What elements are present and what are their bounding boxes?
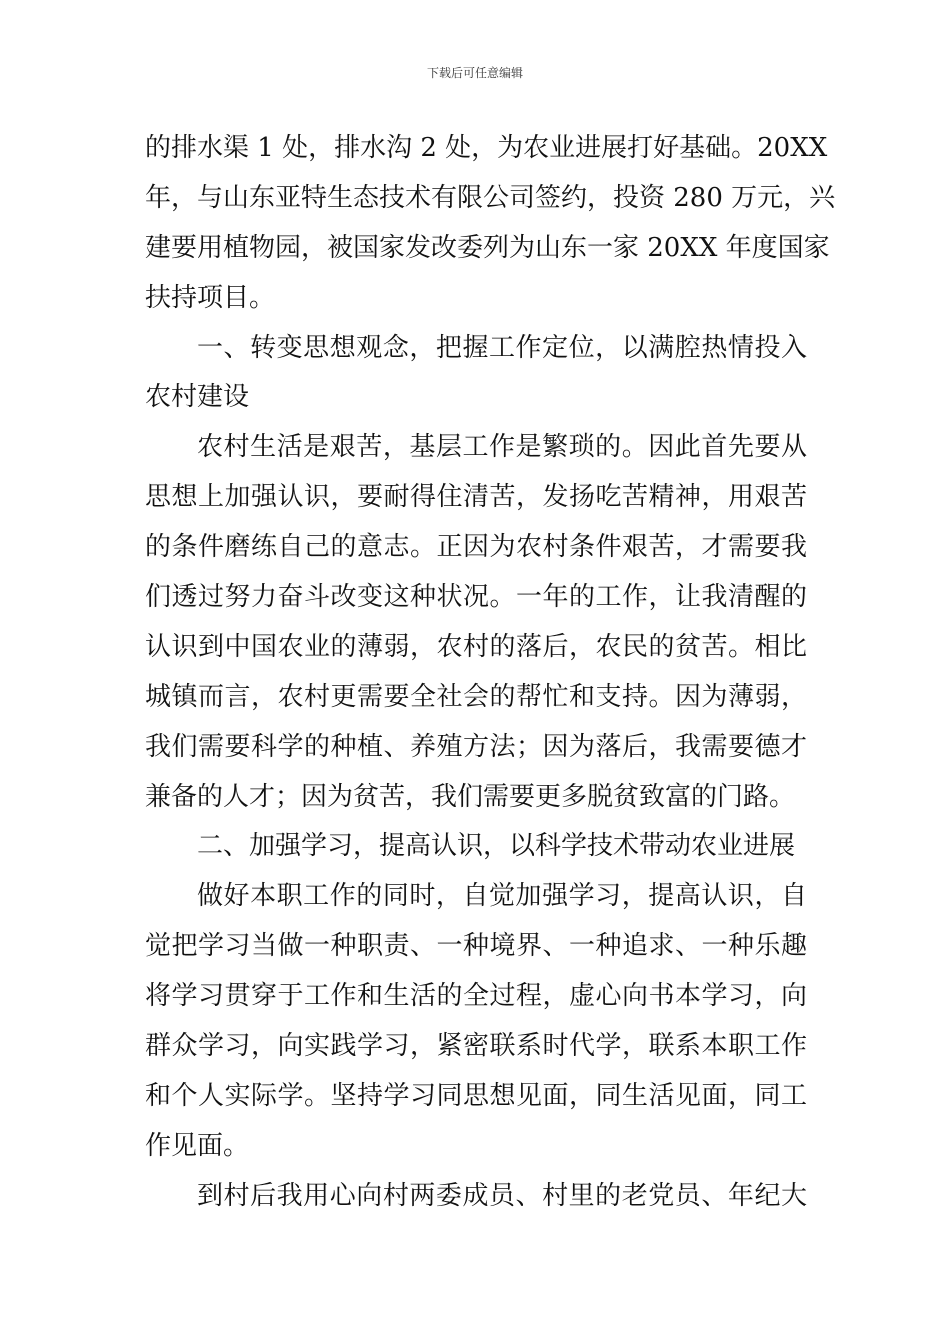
section-heading (145, 822, 807, 872)
text-line: 城镇而言，农村更需要全社会的帮忙和支持。因为薄弱， (145, 681, 807, 712)
text-line: 到村后我用心向村两委成员、村里的老党员、年纪大 (197, 1180, 807, 1211)
paragraph (145, 423, 807, 822)
text-line: 的条件磨练自己的意志。正因为农村条件艰苦，才需要我 (145, 532, 807, 563)
text-line: 农村建设 (145, 382, 250, 413)
text-line: 思想上加强认识，要耐得住清苦，发扬吃苦精神，用艰苦 (145, 482, 807, 513)
text-line: 我们需要科学的种植、养殖方法；因为落后，我需要德才 (145, 731, 807, 762)
document-body (145, 124, 836, 1222)
text-line: 的排水渠 1 处，排水沟 2 处，为农业进展打好基础。20XX (145, 133, 828, 163)
text-line: 兼备的人才；因为贫苦，我们需要更多脱贫致富的门路。 (145, 781, 796, 812)
paragraph (145, 124, 836, 324)
text-line: 一、转变思想观念，把握工作定位，以满腔热情投入 (197, 332, 807, 363)
text-line: 二、加强学习，提高认识，以科学技术带动农业进展 (197, 831, 796, 862)
section-heading (145, 324, 807, 424)
paragraph (145, 1172, 807, 1222)
text-line: 和个人实际学。坚持学习同思想见面，同生活见面，同工 (145, 1080, 807, 1111)
text-line: 年，与山东亚特生态技术有限公司签约，投资 280 万元，兴 (145, 182, 836, 213)
text-line: 做好本职工作的同时，自觉加强学习，提高认识，自 (197, 881, 807, 912)
text-line: 觉把学习当做一种职责、一种境界、一种追求、一种乐趣 (145, 931, 807, 962)
page-header: 下载后可任意编辑 (426, 66, 523, 80)
text-line: 建要用植物园，被国家发改委列为山东一家 20XX 年度国家 (145, 232, 830, 263)
text-line: 作见面。 (145, 1130, 250, 1161)
text-line: 农村生活是艰苦，基层工作是繁琐的。因此首先要从 (197, 432, 807, 463)
text-line: 们透过努力奋斗改变这种状况。一年的工作，让我清醒的 (145, 582, 807, 613)
text-line: 扶持项目。 (145, 282, 276, 313)
paragraph (145, 872, 807, 1171)
text-line: 认识到中国农业的薄弱，农村的落后，农民的贫苦。相比 (145, 631, 807, 662)
text-line: 将学习贯穿于工作和生活的全过程，虚心向书本学习，向 (145, 981, 807, 1012)
text-line: 群众学习，向实践学习，紧密联系时代学，联系本职工作 (145, 1031, 807, 1062)
